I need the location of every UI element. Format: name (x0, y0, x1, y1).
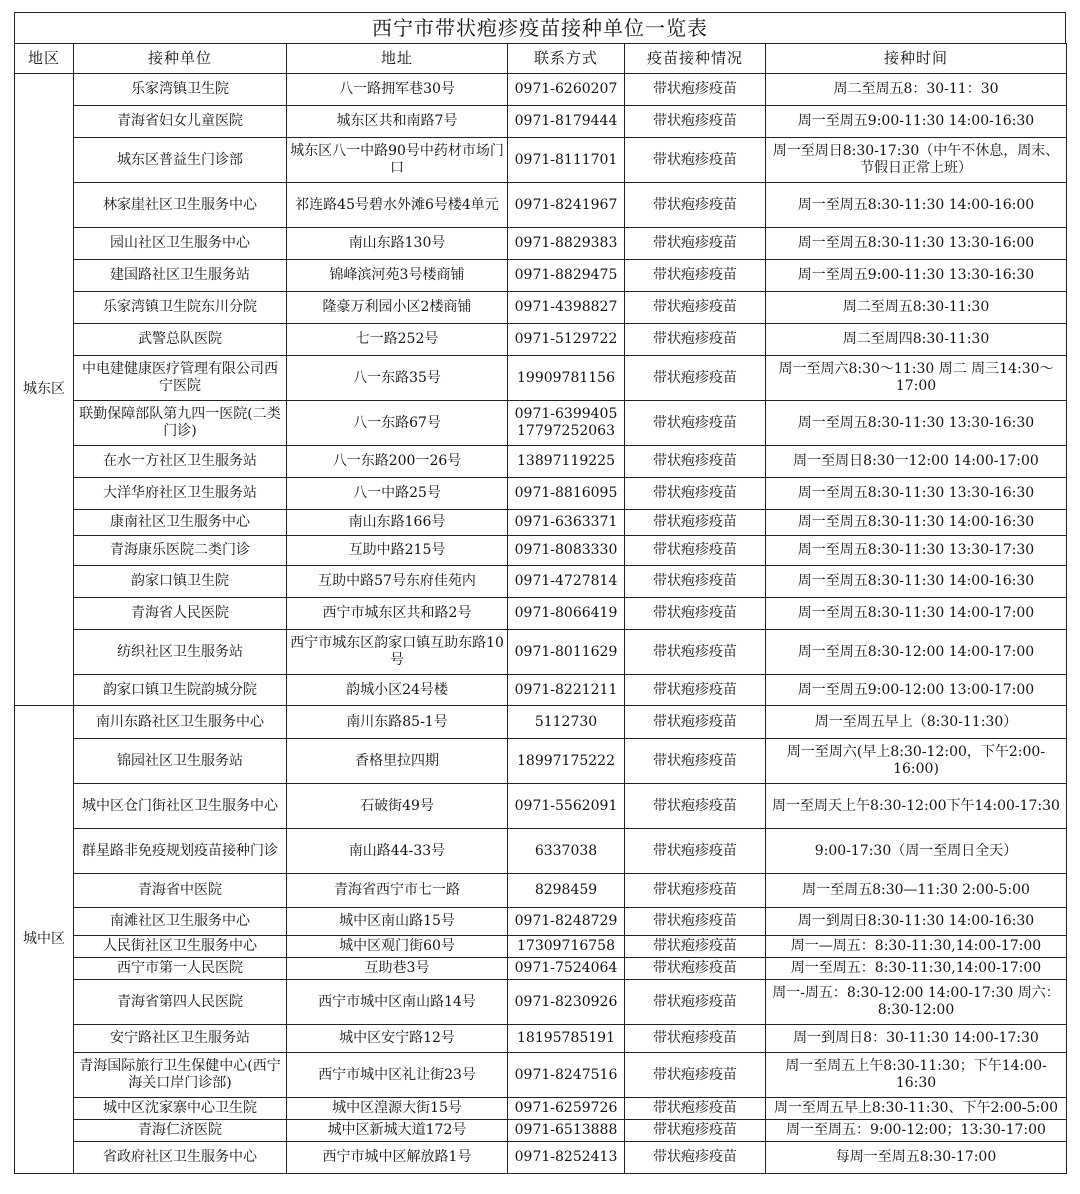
unit-cell: 纺织社区卫生服务站 (74, 630, 287, 675)
phone-cell: 0971-8829383 (508, 228, 625, 260)
address-cell: 锦峰滨河苑3号楼商铺 (287, 260, 508, 292)
vaccine-cell: 带状疱疹疫苗 (625, 356, 766, 401)
unit-cell: 武警总队医院 (74, 324, 287, 356)
phone-cell: 0971-6513888 (508, 1120, 625, 1142)
unit-cell: 林家崖社区卫生服务中心 (74, 183, 287, 228)
time-cell: 周一至周五上午8:30-11:30；下午14:00-16:30 (766, 1053, 1067, 1098)
unit-cell: 乐家湾镇卫生院东川分院 (74, 292, 287, 324)
time-cell: 9:00-17:30（周一至周日全天） (766, 829, 1067, 874)
phone-cell: 0971-6399405 17797252063 (508, 401, 625, 446)
header-vaccine: 疫苗接种情况 (625, 44, 766, 74)
unit-cell: 青海国际旅行卫生保健中心(西宁海关口岸门诊部) (74, 1053, 287, 1098)
vaccine-cell: 带状疱疹疫苗 (625, 980, 766, 1025)
phone-cell: 0971-5562091 (508, 784, 625, 829)
address-cell: 八一路拥军巷30号 (287, 74, 508, 106)
table-row (15, 958, 1067, 980)
vaccine-cell: 带状疱疹疫苗 (625, 1025, 766, 1053)
phone-cell: 0971-6260207 (508, 74, 625, 106)
district-cell: 城中区 (15, 706, 74, 1174)
time-cell: 周一至周五8:30-11:30 13:30-16:00 (766, 228, 1067, 260)
vaccine-cell: 带状疱疹疫苗 (625, 260, 766, 292)
vaccine-cell: 带状疱疹疫苗 (625, 74, 766, 106)
phone-cell: 0971-8241967 (508, 183, 625, 228)
time-cell: 周一至周五8:30-12:00 14:00-17:00 (766, 630, 1067, 675)
table-row (15, 228, 1067, 260)
phone-cell: 0971-8221211 (508, 675, 625, 706)
address-cell: 城东区共和南路7号 (287, 106, 508, 138)
phone-cell: 19909781156 (508, 356, 625, 401)
vaccine-cell: 带状疱疹疫苗 (625, 829, 766, 874)
address-cell: 南川东路85-1号 (287, 706, 508, 739)
unit-cell: 人民街社区卫生服务中心 (74, 936, 287, 958)
phone-cell: 0971-8066419 (508, 598, 625, 630)
unit-cell: 城东区普益生门诊部 (74, 138, 287, 183)
time-cell: 周一至周五8:30-11:30 13:30-16:30 (766, 401, 1067, 446)
address-cell: 城中区安宁路12号 (287, 1025, 508, 1053)
unit-cell: 城中区仓门街社区卫生服务中心 (74, 784, 287, 829)
time-cell: 周一—周五：8:30-11:30,14:00-17:00 (766, 936, 1067, 958)
time-cell: 周二至周五8:30-11:30 (766, 292, 1067, 324)
vaccine-cell: 带状疱疹疫苗 (625, 1142, 766, 1174)
unit-cell: 锦园社区卫生服务站 (74, 739, 287, 784)
address-cell: 八一东路35号 (287, 356, 508, 401)
phone-cell: 0971-8248729 (508, 908, 625, 936)
address-cell: 西宁市城中区南山路14号 (287, 980, 508, 1025)
table-row (15, 784, 1067, 829)
vaccine-cell: 带状疱疹疫苗 (625, 958, 766, 980)
time-cell: 周一至周五早上（8:30-11:30） (766, 706, 1067, 739)
time-cell: 周一至周五9:00-11:30 14:00-16:30 (766, 106, 1067, 138)
table-row (15, 446, 1067, 478)
unit-cell: 康南社区卫生服务中心 (74, 510, 287, 536)
unit-cell: 青海康乐医院二类门诊 (74, 536, 287, 566)
table-row (15, 74, 1067, 106)
address-cell: 南山东路166号 (287, 510, 508, 536)
phone-cell: 0971-8247516 (508, 1053, 625, 1098)
unit-cell: 乐家湾镇卫生院 (74, 74, 287, 106)
table-row (15, 706, 1067, 739)
vaccine-cell: 带状疱疹疫苗 (625, 228, 766, 260)
table-row (15, 106, 1067, 138)
address-cell: 西宁市城中区解放路1号 (287, 1142, 508, 1174)
table-row (15, 536, 1067, 566)
time-cell: 周一至周五8:30-11:30 14:00-16:00 (766, 183, 1067, 228)
time-cell: 周一到周日8：30-11:30 14:00-17:30 (766, 1025, 1067, 1053)
table-row (15, 183, 1067, 228)
address-cell: 隆豪万利园小区2楼商铺 (287, 292, 508, 324)
phone-cell: 17309716758 (508, 936, 625, 958)
address-cell: 八一东路67号 (287, 401, 508, 446)
unit-cell: 安宁路社区卫生服务站 (74, 1025, 287, 1053)
table-row (15, 675, 1067, 706)
unit-cell: 韵家口镇卫生院韵城分院 (74, 675, 287, 706)
time-cell: 周二至周五8：30-11：30 (766, 74, 1067, 106)
address-cell: 南山东路130号 (287, 228, 508, 260)
table-row (15, 1025, 1067, 1053)
table-row (15, 980, 1067, 1025)
vaccine-cell: 带状疱疹疫苗 (625, 675, 766, 706)
time-cell: 周一-周五：8:30-12:00 14:00-17:30 周六：8:30-12:00 (766, 980, 1067, 1025)
vaccine-cell: 带状疱疹疫苗 (625, 874, 766, 908)
table-row (15, 478, 1067, 510)
address-cell: 互助中路57号东府佳苑内 (287, 566, 508, 598)
unit-cell: 青海省妇女儿童医院 (74, 106, 287, 138)
table-row (15, 324, 1067, 356)
phone-cell: 0971-5129722 (508, 324, 625, 356)
table-row (15, 829, 1067, 874)
time-cell: 周一至周日8:30-17:30（中午不休息，周末、节假日正常上班） (766, 138, 1067, 183)
time-cell: 周一至周五8:30-11:30 14:00-16:30 (766, 510, 1067, 536)
table-title: 西宁市带状疱疹疫苗接种单位一览表 (14, 12, 1066, 43)
address-cell: 七一路252号 (287, 324, 508, 356)
vaccine-cell: 带状疱疹疫苗 (625, 739, 766, 784)
vaccine-cell: 带状疱疹疫苗 (625, 478, 766, 510)
vaccine-cell: 带状疱疹疫苗 (625, 706, 766, 739)
vaccine-cell: 带状疱疹疫苗 (625, 510, 766, 536)
address-cell: 互助中路215号 (287, 536, 508, 566)
header-district: 地区 (15, 44, 74, 74)
table-row (15, 936, 1067, 958)
time-cell: 周一至周天上午8:30-12:00下午14:00-17:30 (766, 784, 1067, 829)
time-cell: 周一至周五8:30-11:30 13:30-16:30 (766, 478, 1067, 510)
table-body (15, 74, 1067, 1174)
vaccine-cell: 带状疱疹疫苗 (625, 598, 766, 630)
phone-cell: 0971-8179444 (508, 106, 625, 138)
vaccine-cell: 带状疱疹疫苗 (625, 324, 766, 356)
time-cell: 周一至周五8:30—11:30 2:00-5:00 (766, 874, 1067, 908)
phone-cell: 18195785191 (508, 1025, 625, 1053)
header-phone: 联系方式 (508, 44, 625, 74)
table-row (15, 1098, 1067, 1120)
header-row (15, 44, 1067, 74)
address-cell: 西宁市城东区韵家口镇互助东路10号 (287, 630, 508, 675)
phone-cell: 0971-4727814 (508, 566, 625, 598)
unit-cell: 青海省中医院 (74, 874, 287, 908)
phone-cell: 0971-6259726 (508, 1098, 625, 1120)
table-row (15, 356, 1067, 401)
unit-cell: 韵家口镇卫生院 (74, 566, 287, 598)
district-cell: 城东区 (15, 74, 74, 706)
time-cell: 周一至周六(早上8:30-12:00，下午2:00-16:00) (766, 739, 1067, 784)
time-cell: 周一至周五：9:00-12:00；13:30-17:00 (766, 1120, 1067, 1142)
vaccine-cell: 带状疱疹疫苗 (625, 536, 766, 566)
vaccine-cell: 带状疱疹疫苗 (625, 1053, 766, 1098)
time-cell: 周一至周五8:30-11:30 13:30-17:30 (766, 536, 1067, 566)
unit-cell: 园山社区卫生服务中心 (74, 228, 287, 260)
unit-cell: 青海仁济医院 (74, 1120, 287, 1142)
time-cell: 周一至周五早上8:30-11:30、下午2:00-5:00 (766, 1098, 1067, 1120)
address-cell: 城中区新城大道172号 (287, 1120, 508, 1142)
address-cell: 青海省西宁市七一路 (287, 874, 508, 908)
address-cell: 石破街49号 (287, 784, 508, 829)
unit-cell: 中电建健康医疗管理有限公司西宁医院 (74, 356, 287, 401)
time-cell: 周一至周五9:00-11:30 13:30-16:30 (766, 260, 1067, 292)
table-row (15, 874, 1067, 908)
time-cell: 周一至周六8:30～11:30 周二 周三14:30～17:00 (766, 356, 1067, 401)
vaccination-table-sheet (14, 12, 1066, 1174)
vaccine-cell: 带状疱疹疫苗 (625, 1098, 766, 1120)
phone-cell: 0971-8252413 (508, 1142, 625, 1174)
address-cell: 八一东路200一26号 (287, 446, 508, 478)
time-cell: 每周一至周五8:30-17:00 (766, 1142, 1067, 1174)
header-unit: 接种单位 (74, 44, 287, 74)
unit-cell: 西宁市第一人民医院 (74, 958, 287, 980)
phone-cell: 0971-8829475 (508, 260, 625, 292)
address-cell: 南山路44-33号 (287, 829, 508, 874)
phone-cell: 18997175222 (508, 739, 625, 784)
vaccine-cell: 带状疱疹疫苗 (625, 1120, 766, 1142)
table-row (15, 401, 1067, 446)
table-row (15, 1120, 1067, 1142)
phone-cell: 8298459 (508, 874, 625, 908)
phone-cell: 0971-8111701 (508, 138, 625, 183)
table-row (15, 566, 1067, 598)
time-cell: 周一至周五8:30-11:30 14:00-17:00 (766, 598, 1067, 630)
table-row (15, 510, 1067, 536)
phone-cell: 0971-8083330 (508, 536, 625, 566)
table-row (15, 260, 1067, 292)
time-cell: 周二至周四8:30-11:30 (766, 324, 1067, 356)
vaccine-cell: 带状疱疹疫苗 (625, 630, 766, 675)
unit-cell: 建国路社区卫生服务站 (74, 260, 287, 292)
vaccine-cell: 带状疱疹疫苗 (625, 183, 766, 228)
vaccine-cell: 带状疱疹疫苗 (625, 908, 766, 936)
table-row (15, 138, 1067, 183)
phone-cell: 0971-4398827 (508, 292, 625, 324)
time-cell: 周一至周五9:00-12:00 13:00-17:00 (766, 675, 1067, 706)
time-cell: 周一至周日8:30一12:00 14:00-17:00 (766, 446, 1067, 478)
unit-cell: 群星路非免疫规划疫苗接种门诊 (74, 829, 287, 874)
table-row (15, 739, 1067, 784)
address-cell: 八一中路25号 (287, 478, 508, 510)
address-cell: 西宁市城中区礼让街23号 (287, 1053, 508, 1098)
address-cell: 西宁市城东区共和路2号 (287, 598, 508, 630)
time-cell: 周一到周日8:30-11:30 14:00-16:30 (766, 908, 1067, 936)
vaccine-cell: 带状疱疹疫苗 (625, 292, 766, 324)
unit-cell: 在水一方社区卫生服务站 (74, 446, 287, 478)
address-cell: 城东区八一中路90号中药材市场门口 (287, 138, 508, 183)
vaccine-cell: 带状疱疹疫苗 (625, 446, 766, 478)
phone-cell: 6337038 (508, 829, 625, 874)
address-cell: 城中区观门街60号 (287, 936, 508, 958)
unit-cell: 城中区沈家寨中心卫生院 (74, 1098, 287, 1120)
time-cell: 周一至周五8:30-11:30 14:00-16:30 (766, 566, 1067, 598)
vaccination-units-table (14, 43, 1067, 1174)
header-address: 地址 (287, 44, 508, 74)
phone-cell: 13897119225 (508, 446, 625, 478)
table-row (15, 292, 1067, 324)
address-cell: 香格里拉四期 (287, 739, 508, 784)
table-row (15, 1142, 1067, 1174)
address-cell: 祁连路45号碧水外滩6号楼4单元 (287, 183, 508, 228)
address-cell: 城中区湟源大街15号 (287, 1098, 508, 1120)
unit-cell: 南川东路社区卫生服务中心 (74, 706, 287, 739)
table-row (15, 598, 1067, 630)
address-cell: 城中区南山路15号 (287, 908, 508, 936)
unit-cell: 联勤保障部队第九四一医院(二类门诊) (74, 401, 287, 446)
time-cell: 周一至周五：8:30-11:30,14:00-17:00 (766, 958, 1067, 980)
vaccine-cell: 带状疱疹疫苗 (625, 106, 766, 138)
vaccine-cell: 带状疱疹疫苗 (625, 401, 766, 446)
phone-cell: 0971-7524064 (508, 958, 625, 980)
unit-cell: 南滩社区卫生服务中心 (74, 908, 287, 936)
address-cell: 韵城小区24号楼 (287, 675, 508, 706)
address-cell: 互助巷3号 (287, 958, 508, 980)
vaccine-cell: 带状疱疹疫苗 (625, 784, 766, 829)
table-row (15, 630, 1067, 675)
unit-cell: 青海省人民医院 (74, 598, 287, 630)
header-time: 接种时间 (766, 44, 1067, 74)
vaccine-cell: 带状疱疹疫苗 (625, 936, 766, 958)
phone-cell: 0971-8816095 (508, 478, 625, 510)
vaccine-cell: 带状疱疹疫苗 (625, 566, 766, 598)
phone-cell: 0971-8230926 (508, 980, 625, 1025)
phone-cell: 0971-6363371 (508, 510, 625, 536)
phone-cell: 5112730 (508, 706, 625, 739)
table-row (15, 908, 1067, 936)
phone-cell: 0971-8011629 (508, 630, 625, 675)
unit-cell: 大洋华府社区卫生服务站 (74, 478, 287, 510)
table-row (15, 1053, 1067, 1098)
unit-cell: 省政府社区卫生服务中心 (74, 1142, 287, 1174)
vaccine-cell: 带状疱疹疫苗 (625, 138, 766, 183)
unit-cell: 青海省第四人民医院 (74, 980, 287, 1025)
